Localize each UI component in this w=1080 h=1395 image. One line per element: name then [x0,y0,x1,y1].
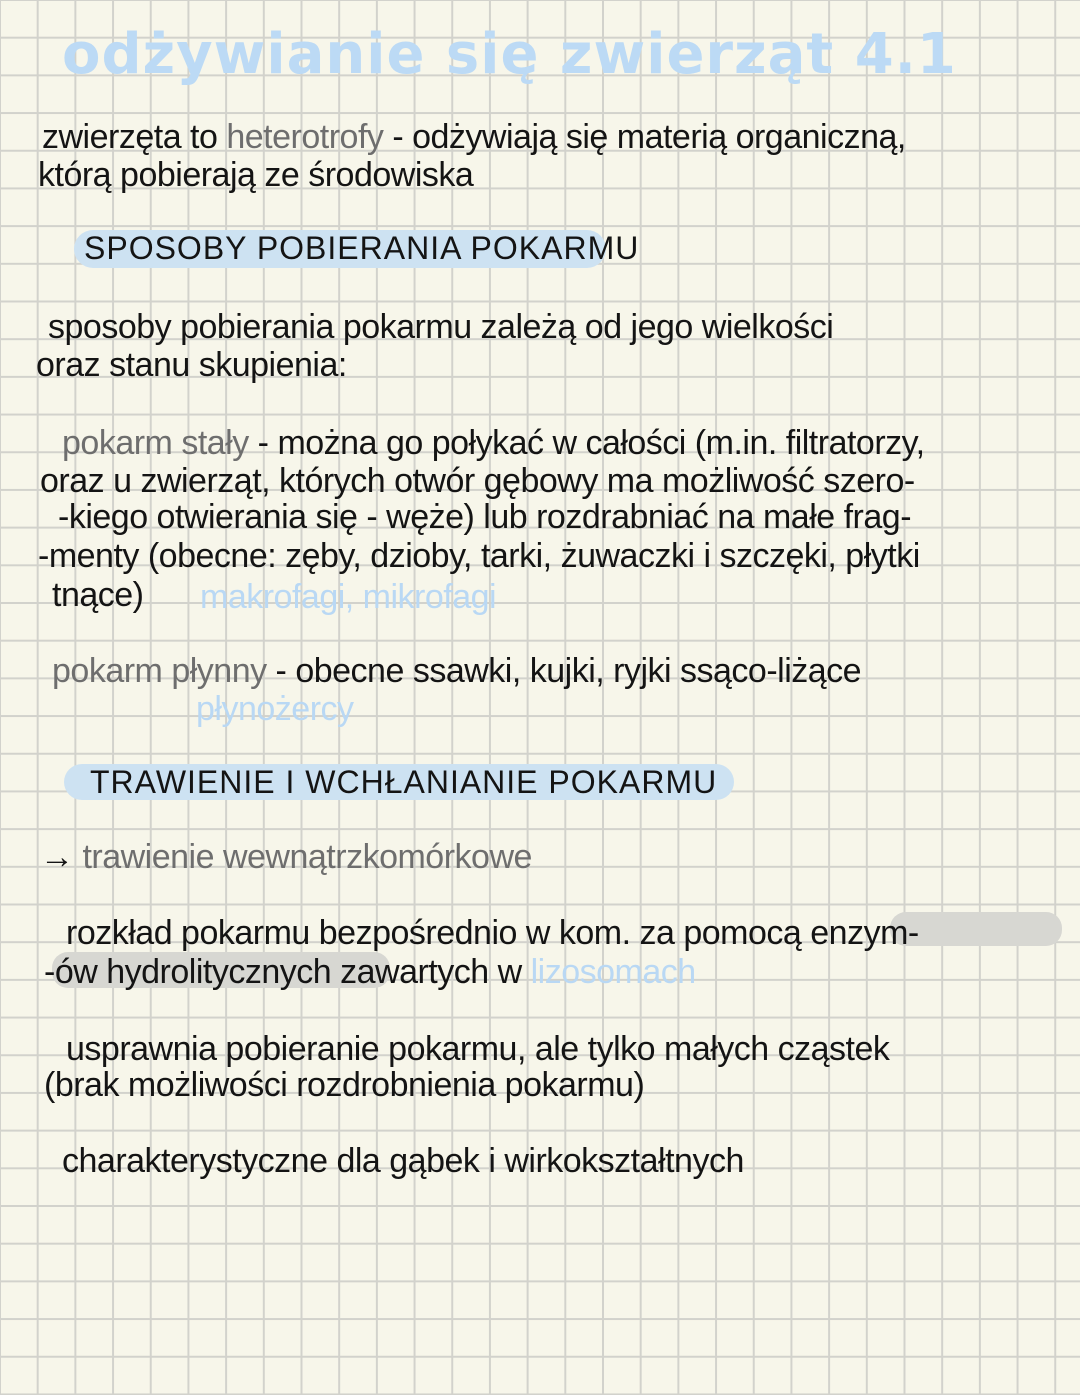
note-makrofagi: makrofagi, mikrofagi [200,578,497,616]
solid-food-line: -kiego otwierania się - węże) lub rozdrabniać na małe frag- [58,498,912,536]
paragraph-line: usprawnia pobieranie pokarmu, ale tylko małych cząstek [66,1030,890,1068]
intro-text: zwierzęta to [42,118,227,156]
section-heading-trawienie: TRAWIENIE I WCHŁANIANIE POKARMU [90,764,718,800]
text: rozkład pokarmu bezpośrednio w kom. za pomocą [66,914,811,952]
solid-food-line: oraz u zwierząt, których otwór gębowy ma możliwość szero- [40,462,915,500]
paragraph-line: charakterystyczne dla gąbek i wirkokształtnych [62,1142,744,1180]
section-heading-sposoby: SPOSOBY POBIERANIA POKARMU [84,230,640,266]
paragraph-line [66,914,919,952]
intro-text: - odżywiają się materią organiczną, [383,118,906,156]
solid-food-line: -menty (obecne: zęby, dzioby, tarki, żuwaczki i szczęki, płytki [38,537,920,575]
text-enzymow: enzym- [810,914,919,952]
subheading-line [40,838,532,876]
paragraph-line: oraz stanu skupienia: [36,346,347,384]
solid-food-line [62,424,925,462]
solid-text: - można go połykać w całości (m.in. filtratorzy, [248,424,925,462]
term-pokarm-staly: pokarm stały [62,424,249,462]
note-plynozercy: płynożercy [196,690,354,728]
term-lizosomach: lizosomach [530,953,696,991]
paragraph-line [44,953,696,991]
liquid-text: - obecne ssawki, kujki, ryjki ssąco-liżące [266,652,862,690]
intro-line-2: którą pobierają ze środowiska [38,156,474,194]
intro-line-1 [42,118,906,156]
page-title: odżywianie się zwierząt 4.1 [62,22,957,87]
arrow-icon: → [40,838,74,876]
subheading-trawienie-wewnatrzkomorkowe: trawienie wewnątrzkomórkowe [82,838,532,876]
liquid-food-line [52,652,861,690]
term-heterotrofy: heterotrofy [226,118,384,156]
text-hydrolitycznych: -ów hydrolitycznych [44,953,332,991]
solid-food-line: tnące) [52,576,144,614]
paragraph-line: sposoby pobierania pokarmu zależą od jego wielkości [48,308,834,346]
text: zawartych w [331,953,531,991]
paragraph-line: (brak możliwości rozdrobnienia pokarmu) [44,1066,645,1104]
term-pokarm-plynny: pokarm płynny [52,652,267,690]
